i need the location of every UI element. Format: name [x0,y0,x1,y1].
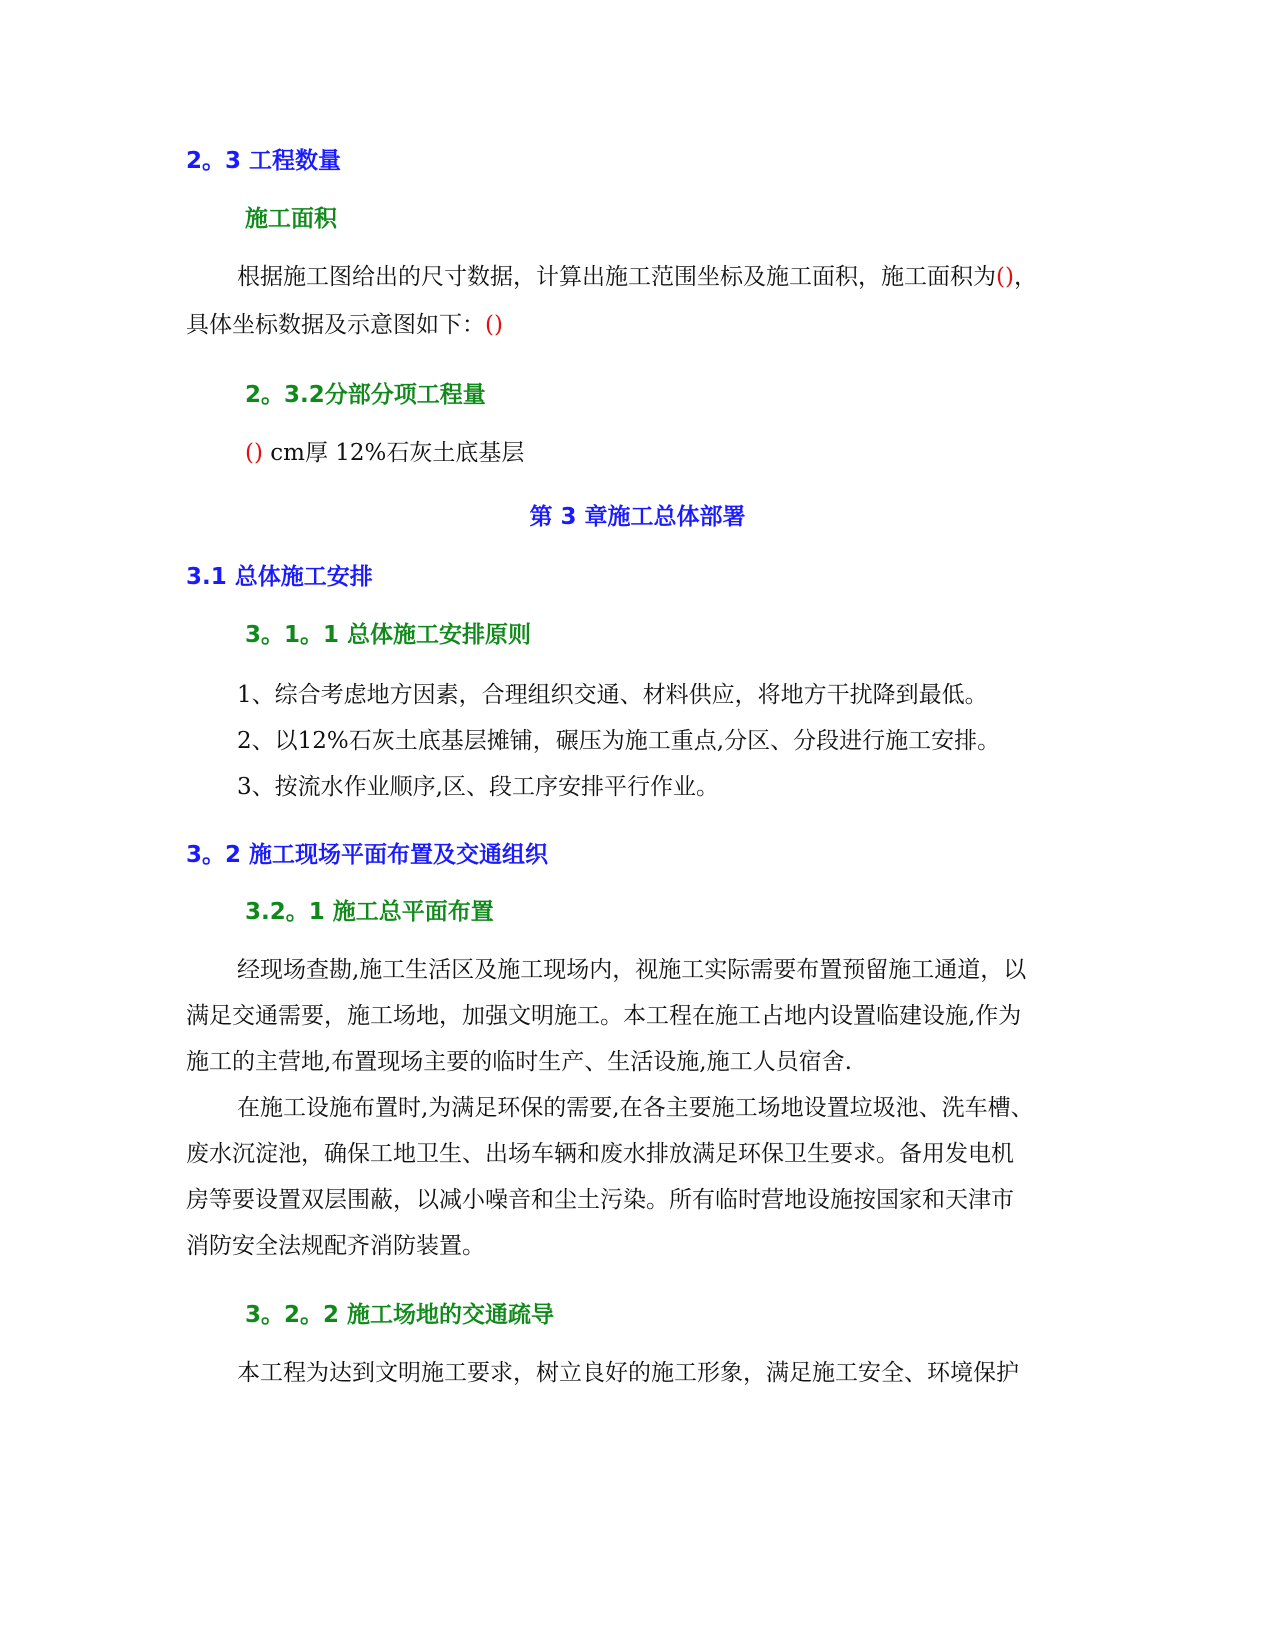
subsection-heading-3-2-2: 3。2。2 施工场地的交通疏导 [245,1302,555,1328]
list-item: 2、以12%石灰土底基层摊铺，碾压为施工重点,分区、分段进行施工安排。 [237,728,1001,754]
paragraph-area-line-2 [186,310,503,340]
paragraph-line: 本工程为达到文明施工要求，树立良好的施工形象，满足施工安全、环境保护 [237,1360,1019,1386]
paragraph-text: 具体坐标数据及示意图如下： [186,312,485,338]
paragraph-text: 根据施工图给出的尺寸数据，计算出施工范围坐标及施工面积，施工面积为 [237,264,996,290]
section-heading-3-1: 3.1 总体施工安排 [186,564,373,590]
list-item: 3、按流水作业顺序,区、段工序安排平行作业。 [237,774,719,800]
subsection-heading-3-1-1: 3。1。1 总体施工安排原则 [245,622,532,648]
item-text: cm厚 12%石灰土底基层 [270,440,525,466]
subsection-heading-area: 施工面积 [245,206,337,232]
subsection-heading-2-3-2: 2。3.2分部分项工程量 [245,382,486,408]
item-base-layer [245,438,524,468]
paragraph-line: 经现场查勘,施工生活区及施工现场内，视施工实际需要布置预留施工通道，以 [237,957,1027,983]
paragraph-area-line-1 [237,262,1037,292]
placeholder-paren: () [996,264,1014,290]
paragraph-text: ， [1013,264,1037,290]
list-item: 1、综合考虑地方因素，合理组织交通、材料供应，将地方干扰降到最低。 [237,682,988,708]
placeholder-paren: () [245,440,263,466]
paragraph-line: 在施工设施布置时,为满足环保的需要,在各主要施工场地设置垃圾池、洗车槽、 [237,1095,1034,1121]
section-heading-2-3: 2。3 工程数量 [186,148,342,174]
paragraph-line: 房等要设置双层围蔽，以减小噪音和尘土污染。所有临时营地设施按国家和天津市 [186,1187,1014,1213]
paragraph-line: 满足交通需要，施工场地，加强文明施工。本工程在施工占地内设置临建设施,作为 [186,1003,1022,1029]
paragraph-line: 施工的主营地,布置现场主要的临时生产、生活设施,施工人员宿舍. [186,1049,852,1075]
paragraph-line: 废水沉淀池，确保工地卫生、出场车辆和废水排放满足环保卫生要求。备用发电机 [186,1141,1014,1167]
paragraph-line: 消防安全法规配齐消防装置。 [186,1233,485,1259]
placeholder-paren: () [485,312,503,338]
section-heading-3-2: 3。2 施工现场平面布置及交通组织 [186,842,549,868]
subsection-heading-3-2-1: 3.2。1 施工总平面布置 [245,899,494,925]
chapter-title: 第 3 章施工总体部署 [529,504,746,530]
